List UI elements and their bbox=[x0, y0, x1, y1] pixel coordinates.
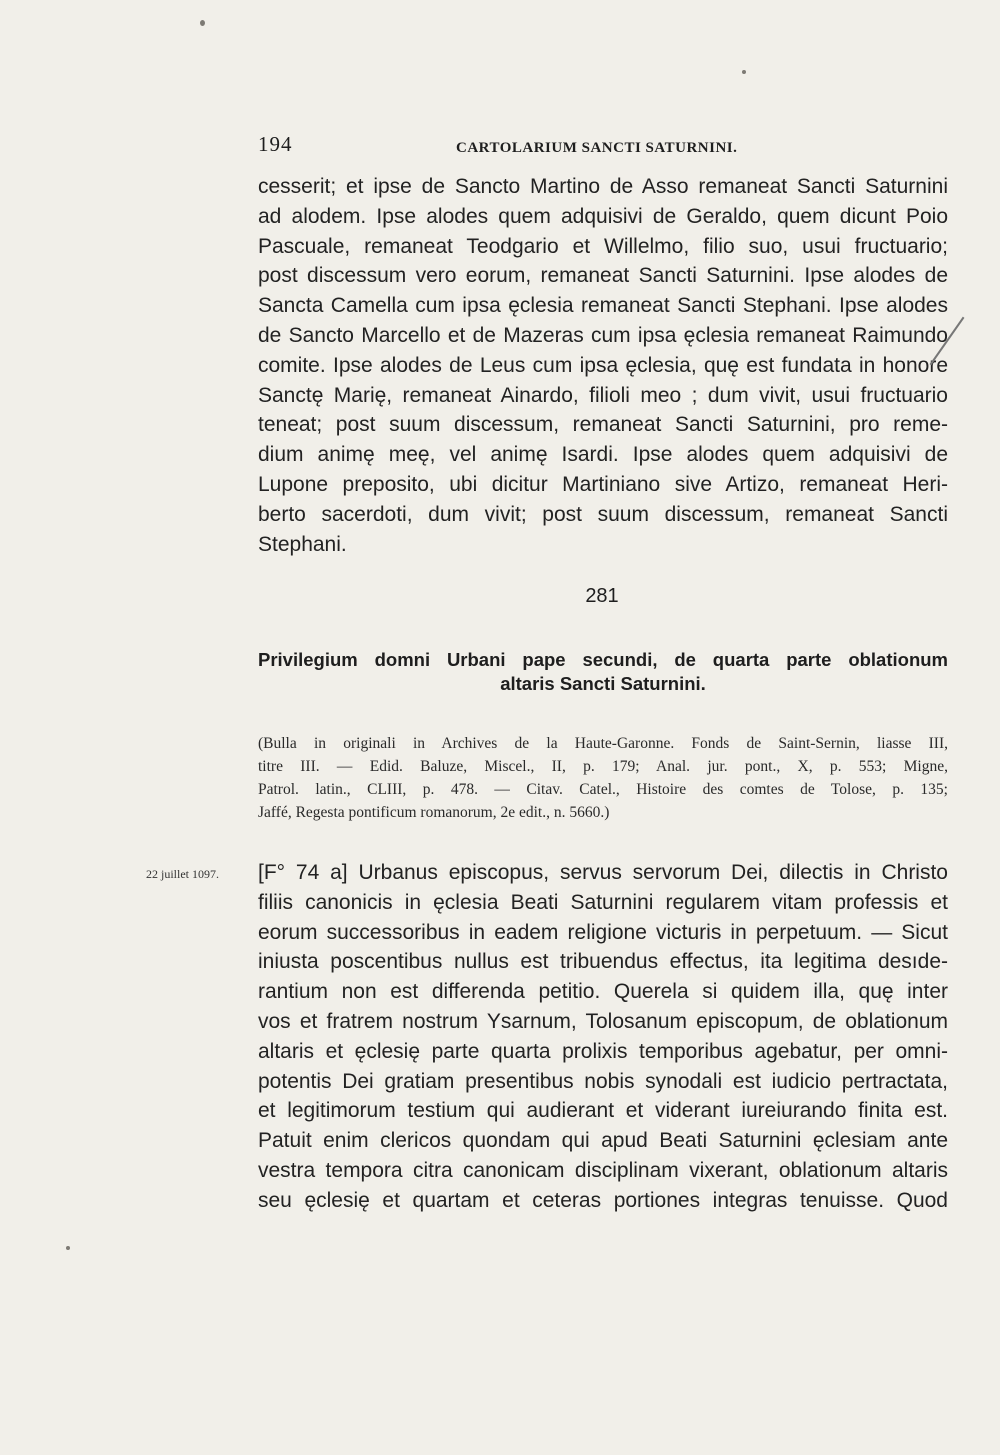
text-line: ad alodem. Ipse alodes quem adquisivi de Geraldo, quem dicunt Poio bbox=[258, 204, 948, 228]
text-line: cesserit; et ipse de Sancto Martino de Asso remaneat Sancti Saturnini bbox=[258, 175, 948, 198]
text-line: [F° 74 a] Urbanus episcopus, servus servorum Dei, dilectis in Christo bbox=[258, 861, 948, 884]
text-line: seu ęclesię et quartam et ceteras portiones integras tenuisse. Quod bbox=[258, 1188, 948, 1212]
text-line: eorum successoribus in eadem religione victuris in perpetuum. — Sicut bbox=[258, 920, 948, 944]
title-line: Privilegium domni Urbani pape secundi, de quarta parte oblationum bbox=[258, 649, 948, 670]
text-line: Patuit enim clericos quondam qui apud Beati Saturnini ęclesiam ante bbox=[258, 1129, 948, 1153]
ink-speck bbox=[742, 70, 746, 74]
source-note bbox=[258, 732, 948, 824]
text-line: potentis Dei gratiam presentibus nobis synodali est iudicio pertractata, bbox=[258, 1069, 948, 1093]
source-note-line: (Bulla in originali in Archives de la Haute-Garonne. Fonds de Saint-Sernin, liasse III, bbox=[258, 735, 948, 752]
text-line: rantium non est differenda petitio. Querela si quidem illa, quę inter bbox=[258, 980, 948, 1004]
document-number: 281 bbox=[585, 585, 619, 607]
document-body bbox=[258, 858, 948, 1216]
title-line: altaris Sancti Saturnini. bbox=[500, 673, 706, 694]
text-line: Stephani. bbox=[258, 532, 347, 556]
running-title: CARTOLARIUM SANCTI SATURNINI. bbox=[456, 140, 738, 156]
ink-speck bbox=[66, 1246, 70, 1250]
ink-speck bbox=[200, 20, 205, 26]
text-line: vestra tempora citra canonicam disciplinam vixerant, oblationum altaris bbox=[258, 1158, 948, 1182]
continuation-text bbox=[258, 172, 948, 559]
margin-date: 22 juillet 1097. bbox=[146, 867, 219, 881]
text-line: dium animę meę, vel animę Isardi. Ipse alodes quem adquisivi de bbox=[258, 443, 948, 467]
text-line: berto sacerdoti, dum vivit; post suum discessum, remaneat Sancti bbox=[258, 502, 948, 526]
page-number: 194 bbox=[258, 132, 293, 156]
document-title bbox=[258, 648, 948, 696]
text-line: iniusta poscentibus nullus est tribuendus effectus, ita legitima desıde- bbox=[258, 950, 948, 974]
source-note-line: titre III. — Edid. Baluze, Miscel., II, p. 179; Anal. jur. pont., X, p. 553; Migne, bbox=[258, 758, 948, 775]
text-line: post discessum vero eorum, remaneat Sancti Saturnini. Ipse alodes de bbox=[258, 264, 948, 288]
text-line: de Sancto Marcello et de Mazeras cum ipsa ęclesia remaneat Raimundo bbox=[258, 323, 948, 347]
text-line: Sanctę Marię, remaneat Ainardo, filioli meo ; dum vivit, usui fructuario bbox=[258, 383, 948, 407]
text-line: Sancta Camella cum ipsa ęclesia remaneat Sancti Stephani. Ipse alodes bbox=[258, 294, 948, 318]
text-line: filiis canonicis in ęclesia Beati Saturnini regularem vitam professis et bbox=[258, 890, 948, 914]
source-note-line: Jaffé, Regesta pontificum romanorum, 2e edit., n. 5660.) bbox=[258, 804, 610, 821]
text-line: Lupone preposito, ubi dicitur Martiniano sive Artizo, remaneat Heri- bbox=[258, 472, 948, 496]
text-line: comite. Ipse alodes de Leus cum ipsa ęclesia, quę est fundata in honore bbox=[258, 353, 948, 377]
page-header bbox=[258, 132, 948, 162]
text-line: et legitimorum testium qui audierant et viderant iureiurando finita est. bbox=[258, 1099, 948, 1123]
text-line: vos et fratrem nostrum Ysarnum, Tolosanum episcopum, de oblationum bbox=[258, 1009, 948, 1033]
source-note-line: Patrol. latin., CLIII, p. 478. — Citav. Catel., Histoire des comtes de Tolose, p. 135; bbox=[258, 781, 948, 798]
text-line: teneat; post suum discessum, remaneat Sancti Saturnini, pro reme- bbox=[258, 413, 948, 437]
text-line: Pascuale, remaneat Teodgario et Willelmo, filio suo, usui fructuario; bbox=[258, 234, 948, 258]
text-line: altaris et ęclesię parte quarta prolixis temporibus agebatur, per omni- bbox=[258, 1039, 948, 1063]
